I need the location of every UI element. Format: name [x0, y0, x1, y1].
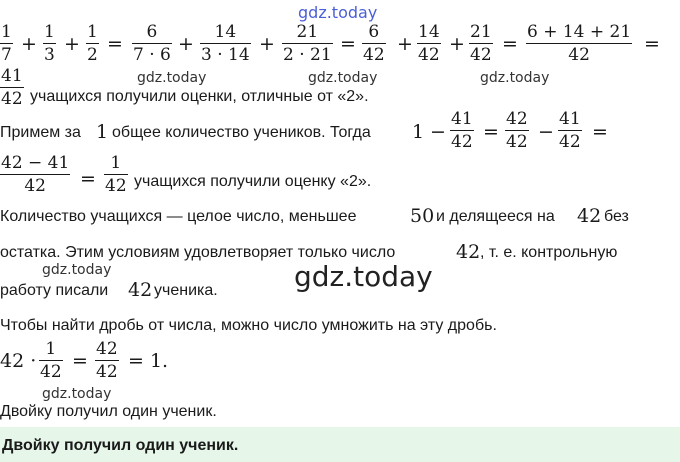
- sentence-text: и делящееся на: [436, 208, 555, 225]
- sentence-text: Чтобы найти дробь от числа, можно число умножить на эту дробь.: [0, 317, 497, 334]
- fraction: 42 − 41 42: [1, 153, 70, 197]
- fraction: 6 + 14 + 21 42: [527, 22, 632, 66]
- math-number: 1: [412, 121, 425, 143]
- equals-sign: =: [644, 33, 660, 55]
- equals-sign: =: [72, 350, 88, 372]
- fraction: 1 3: [44, 22, 55, 66]
- conclusion-text: Двойку получил один ученик.: [0, 403, 217, 420]
- fraction: 1 7: [1, 22, 12, 66]
- fraction: 6 42: [363, 22, 385, 66]
- equals-sign: =: [592, 121, 608, 143]
- sentence-text: Примем за: [0, 124, 81, 141]
- fraction: 1 42: [105, 153, 127, 197]
- fraction: 6 7 · 6: [133, 22, 171, 66]
- sentence-text: учащихся получили оценку «2».: [134, 173, 372, 190]
- minus-sign: −: [538, 121, 554, 143]
- fraction: 1 42: [40, 339, 62, 383]
- math-number: 42: [577, 205, 602, 227]
- sentence-text: Количество учащихся — целое число, меньшее: [0, 208, 357, 225]
- plus-sign: +: [178, 33, 194, 55]
- watermark: gdz.today: [480, 70, 550, 86]
- watermark: gdz.today: [137, 70, 207, 86]
- sentence-text: общее количество учеников. Тогда: [112, 124, 371, 141]
- sentence-text: учащихся получили оценки, отличные от «2».: [30, 88, 369, 105]
- math-result: = 1.: [128, 350, 169, 372]
- fraction: 41 42: [451, 109, 473, 153]
- equals-sign: =: [107, 33, 123, 55]
- fraction: 1 2: [87, 22, 98, 66]
- fraction: 41 42: [1, 66, 23, 110]
- math-number: 50: [410, 205, 435, 227]
- math-number: 42: [128, 279, 153, 301]
- sentence-text: , т. е. контрольную: [480, 244, 618, 261]
- plus-sign: +: [21, 33, 37, 55]
- watermark-big: gdz.today: [294, 260, 433, 293]
- fraction: 21 2 · 21: [283, 22, 332, 66]
- equals-sign: =: [483, 121, 499, 143]
- minus-sign: −: [430, 121, 446, 143]
- math-number: 1: [96, 121, 109, 143]
- fraction: 21 42: [470, 22, 492, 66]
- sentence-text: ученика.: [154, 282, 218, 299]
- fraction: 42 42: [96, 339, 118, 383]
- fraction: 14 42: [418, 22, 440, 66]
- watermark: gdz.today: [308, 70, 378, 86]
- equals-sign: =: [502, 33, 518, 55]
- math-expression: 42 ·: [0, 350, 37, 372]
- sentence-text: без: [604, 208, 629, 225]
- fraction: 14 3 · 14: [201, 22, 250, 66]
- plus-sign: +: [449, 33, 465, 55]
- fraction: 41 42: [559, 109, 581, 153]
- plus-sign: +: [397, 33, 413, 55]
- fraction: 42 42: [506, 109, 528, 153]
- equals-sign: =: [340, 33, 356, 55]
- answer-text: Двойку получил один ученик.: [2, 437, 239, 454]
- equals-sign: =: [80, 168, 96, 190]
- sentence-text: работу писали: [0, 282, 109, 299]
- plus-sign: +: [64, 33, 80, 55]
- plus-sign: +: [259, 33, 275, 55]
- watermark: gdz.today: [42, 262, 112, 278]
- watermark-top: gdz.today: [298, 3, 378, 22]
- math-number: 42: [456, 241, 481, 263]
- watermark: gdz.today: [42, 386, 112, 402]
- sentence-text: остатка. Этим условиям удовлетворяет только число: [0, 244, 396, 261]
